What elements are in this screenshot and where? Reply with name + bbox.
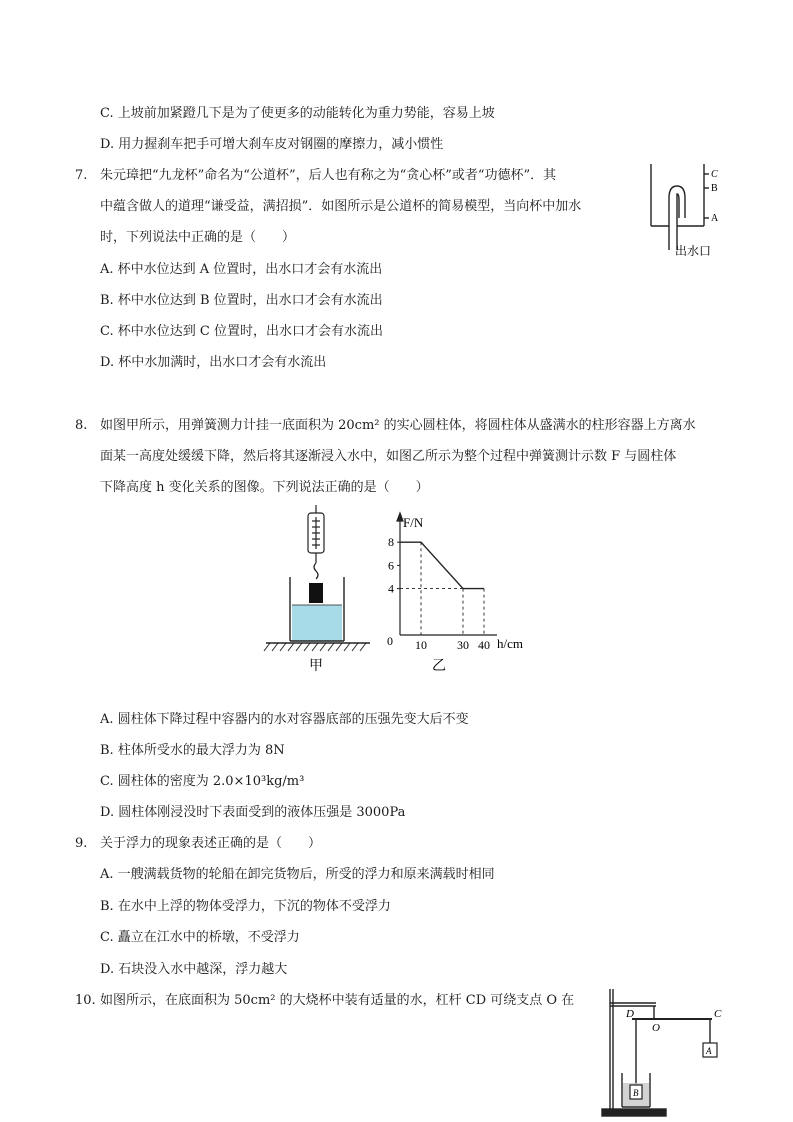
q10-fig-label-o: O: [652, 1022, 660, 1034]
q9-option-a: A. 一艘满载货物的轮船在卸完货物后，所受的浮力和原来满载时相同: [100, 867, 495, 882]
q7-option-c: C. 杯中水位达到 C 位置时，出水口才会有水流出: [100, 324, 383, 339]
q9-stem: 关于浮力的现象表述正确的是（ ）: [100, 836, 322, 851]
q7-stem-line3: 时，下列说法中正确的是（ ）: [100, 230, 296, 245]
q10-fig-label-a: A: [706, 1046, 712, 1056]
q7-option-b: B. 杯中水位达到 B 位置时，出水口才会有水流出: [100, 293, 383, 308]
q10-fig-label-c: C: [714, 1008, 722, 1020]
q8-figure-jia: [262, 505, 374, 675]
q7-fig-label-a: A: [711, 213, 719, 224]
q8-chart-y-tick-label: 6: [388, 558, 394, 573]
q8-option-b: B. 柱体所受水的最大浮力为 8N: [100, 743, 285, 758]
q7-siphon-cup-figure: [645, 160, 725, 260]
q7-fig-label-c: C: [711, 169, 718, 180]
q8-fig-yi-label: 乙: [432, 659, 446, 674]
q8-chart-ylabel: F/N: [403, 515, 424, 530]
q10-number: 10.: [75, 993, 96, 1008]
q10-fig-label-d: D: [626, 1008, 634, 1020]
q9-option-c: C. 矗立在江水中的桥墩，不受浮力: [100, 930, 300, 945]
q8-stem-line2: 面某一高度处缓缓下降，然后将其逐渐浸入水中，如图乙所示为整个过程中弹簧测计示数 F 与圆柱体: [100, 449, 677, 464]
q10-lever-figure: [596, 985, 736, 1120]
q8-chart-x-tick-label: 10: [415, 638, 427, 652]
q8-chart-y-tick-label: 8: [388, 535, 394, 550]
q8-water: [292, 605, 342, 641]
q8-chart-xlabel: h/cm: [497, 636, 523, 651]
q7-stem-line2: 中蕴含做人的道理“谦受益，满招损”．如图所示是公道杯的简易模型，当向杯中加水: [100, 199, 582, 214]
q8-figure-yi-chart: [385, 505, 535, 675]
q8-cylinder: [309, 583, 323, 603]
q7-stem-line1: 朱元璋把“九龙杯”命名为“公道杯”，后人也有称之为“贪心杯”或者“功德杯”．其: [100, 168, 557, 183]
q8-chart-origin: 0: [387, 634, 393, 648]
q7-fig-label-b: B: [711, 183, 718, 194]
q7-number: 7.: [75, 168, 88, 183]
q8-number: 8.: [75, 418, 88, 433]
q6-option-c: C. 上坡前加紧蹬几下是为了使更多的动能转化为重力势能，容易上坡: [100, 106, 495, 121]
q8-chart-x-tick-label: 40: [478, 638, 490, 652]
q7-option-d: D. 杯中水加满时，出水口才会有水流出: [100, 355, 327, 370]
q8-stem-line1: 如图甲所示，用弹簧测力计挂一底面积为 20cm² 的实心圆柱体，将圆柱体从盛满水的柱形容器上方离水: [100, 418, 696, 433]
q8-chart-y-tick-label: 4: [388, 581, 394, 596]
q8-chart-x-tick-label: 30: [457, 638, 469, 652]
q8-option-a: A. 圆柱体下降过程中容器内的水对容器底部的压强先变大后不变: [100, 712, 469, 727]
q9-number: 9.: [75, 836, 88, 851]
q10-fig-label-b: B: [633, 1088, 639, 1098]
q8-stem-line3: 下降高度 h 变化关系的图像。下列说法正确的是（ ）: [100, 480, 429, 495]
q7-option-a: A. 杯中水位达到 A 位置时，出水口才会有水流出: [100, 262, 383, 277]
q6-option-d: D. 用力握刹车把手可增大刹车皮对钢圈的摩擦力，减小惯性: [100, 137, 444, 152]
q8-fig-jia-label: 甲: [309, 659, 323, 674]
q8-chart-series-line: [400, 542, 484, 588]
q8-option-c: C. 圆柱体的密度为 2.0×10³kg/m³: [100, 774, 305, 789]
q7-fig-outlet-label: 出水口: [675, 244, 712, 258]
q10-stem-line1: 如图所示，在底面积为 50cm² 的大烧杯中装有适量的水，杠杆 CD 可绕支点 O 在: [100, 993, 575, 1008]
q8-option-d: D. 圆柱体刚浸没时下表面受到的液体压强是 3000Pa: [100, 805, 406, 820]
q9-option-d: D. 石块没入水中越深，浮力越大: [100, 962, 288, 977]
q9-option-b: B. 在水中上浮的物体受浮力，下沉的物体不受浮力: [100, 899, 391, 914]
